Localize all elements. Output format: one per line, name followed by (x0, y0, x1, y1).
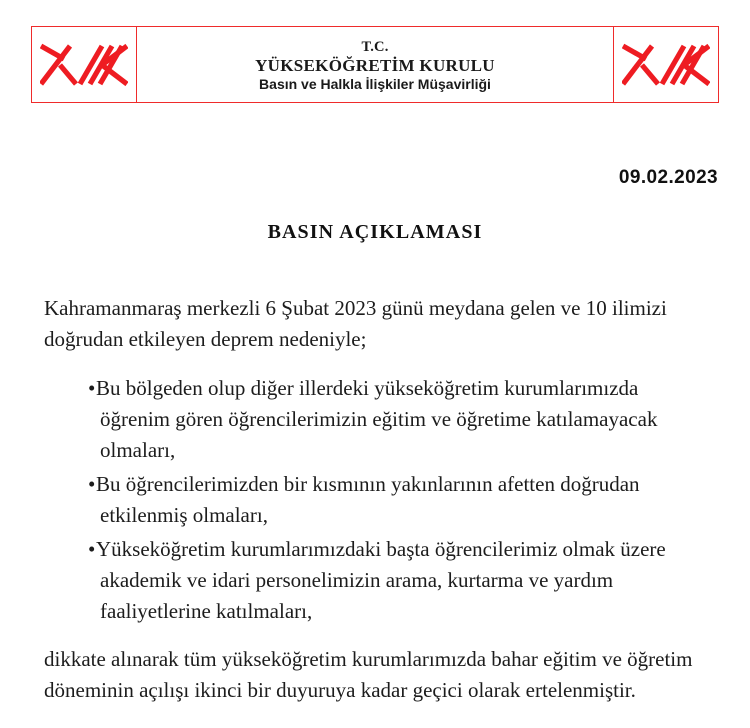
letterhead-left-logo-cell (32, 27, 137, 102)
bullet-dot-icon: • (88, 537, 96, 561)
list-item (44, 534, 709, 627)
list-item-label: Bu bölgeden olup diğer illerdeki yükseköğretim kurumlarımızda öğrenim gören öğrencilerimizin eğitim ve öğretime katılamayacak olmaları, (96, 376, 658, 462)
list-item (44, 373, 709, 466)
letterhead-line-department: Basın ve Halkla İlişkiler Müşavirliği (259, 75, 491, 92)
list-item (44, 469, 709, 531)
document-body (44, 293, 709, 706)
closing-paragraph: dikkate alınarak tüm yükseköğretim kurumlarımızda bahar eğitim ve öğretim döneminin açılışı ikinci bir duyuruya kadar geçici olarak ertelenmiştir. (44, 647, 693, 702)
list-item-label: Bu öğrencilerimizden bir kısmının yakınlarının afetten doğrudan etkilenmiş olmaları, (96, 472, 640, 527)
letterhead-right-logo-cell (613, 27, 718, 102)
reasons-bullet-list (44, 373, 709, 627)
letterhead-title-cell (137, 27, 613, 102)
letterhead-line-tc: T.C. (361, 38, 389, 55)
list-item-label: Yükseköğretim kurumlarımızdaki başta öğrencilerimiz olmak üzere akademik ve idari personelimizin arama, kurtarma ve yardım faaliyetlerine katılmaları, (96, 537, 666, 623)
yok-logo-icon (40, 40, 128, 90)
intro-paragraph: Kahramanmaraş merkezli 6 Şubat 2023 günü meydana gelen ve 10 ilimizi doğrudan etkileyen deprem nedeniyle; (44, 296, 667, 351)
document-date: 09.02.2023 (618, 167, 718, 188)
bullet-dot-icon: • (88, 472, 96, 496)
page-title: BASIN AÇIKLAMASI (267, 221, 483, 243)
bullet-dot-icon: • (88, 376, 96, 400)
yok-logo-icon (622, 40, 710, 90)
letterhead-header (31, 26, 719, 103)
letterhead-line-institution: YÜKSEKÖĞRETİM KURULU (255, 55, 495, 75)
